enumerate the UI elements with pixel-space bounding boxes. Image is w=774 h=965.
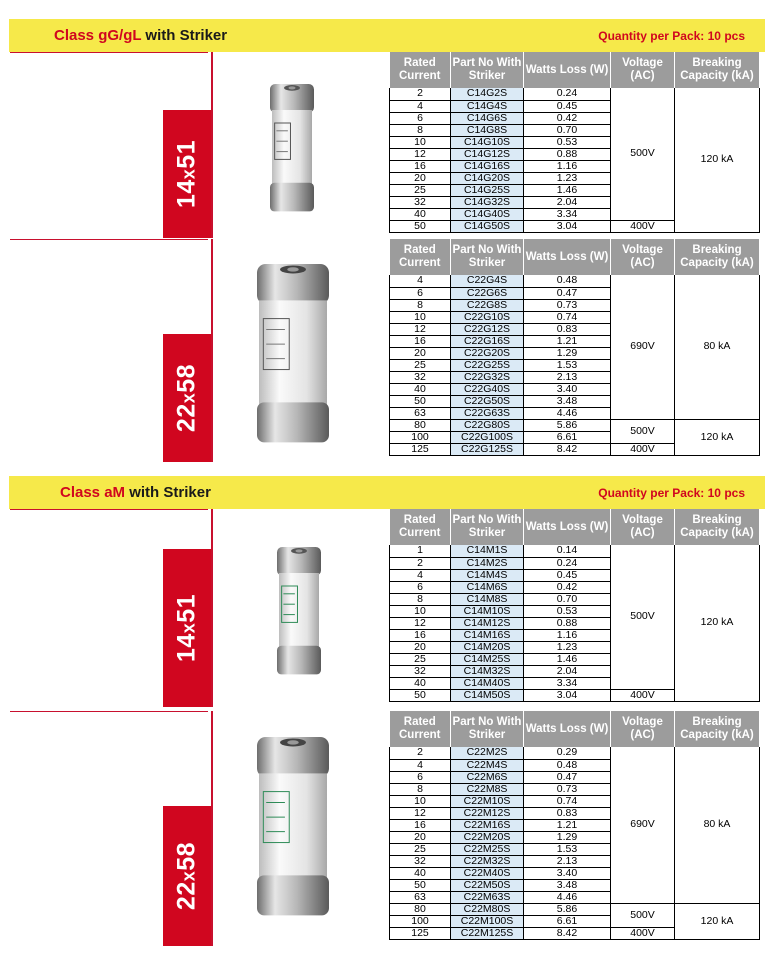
watts-loss-cell: 2.04 [524,665,611,677]
part-number-cell: C14M4S [451,569,524,581]
part-number-cell: C22M2S [451,747,524,759]
rated-current-cell: 32 [390,371,451,383]
part-number-cell: C22M40S [451,867,524,879]
class-title: Class gG/gL with Striker [54,27,228,44]
table-row [390,747,760,759]
part-number-cell: C22M25S [451,843,524,855]
watts-loss-cell: 8.42 [524,927,611,939]
rated-current-cell: 12 [390,807,451,819]
rated-current-cell: 16 [390,819,451,831]
voltage-cell: 500V [611,903,675,927]
part-number-cell: C22M6S [451,771,524,783]
part-number-cell: C22M20S [451,831,524,843]
fuse-spec-table [389,509,760,702]
part-number-cell: C22M100S [451,915,524,927]
watts-loss-cell: 3.40 [524,383,611,395]
header-voltage: Voltage (AC) [611,239,675,275]
part-number-cell: C14M2S [451,557,524,569]
watts-loss-cell: 0.83 [524,807,611,819]
watts-loss-cell: 4.46 [524,891,611,903]
watts-loss-cell: 1.29 [524,831,611,843]
table-header-row [390,509,760,545]
part-number-cell: C22G8S [451,299,524,311]
fuse-spec-table [389,52,760,233]
size-label: 14x51 [172,594,201,663]
part-number-cell: C22G25S [451,359,524,371]
rated-current-cell: 2 [390,88,451,100]
header-breaking-capacity: Breaking Capacity (kA) [675,509,760,545]
watts-loss-cell: 0.74 [524,795,611,807]
rated-current-cell: 50 [390,395,451,407]
breaking-capacity-cell: 80 kA [675,747,760,903]
header-watts-loss: Watts Loss (W) [524,509,611,545]
part-number-cell: C14M32S [451,665,524,677]
watts-loss-cell: 1.23 [524,172,611,184]
rated-current-cell: 10 [390,795,451,807]
rated-current-cell: 4 [390,759,451,771]
part-number-cell: C14M1S [451,545,524,557]
voltage-cell: 400V [611,220,675,232]
watts-loss-cell: 0.88 [524,148,611,160]
watts-loss-cell: 3.04 [524,220,611,232]
rated-current-cell: 10 [390,605,451,617]
rated-current-cell: 20 [390,172,451,184]
watts-loss-cell: 6.61 [524,431,611,443]
size-label: 14x51 [172,139,201,208]
watts-loss-cell: 0.83 [524,323,611,335]
part-number-cell: C14G16S [451,160,524,172]
fuse-22x58-icon [255,262,337,454]
header-part-no: Part No With Striker [451,239,524,275]
header-rated-current: Rated Current [390,509,451,545]
breaking-capacity-cell: 120 kA [675,419,760,455]
watts-loss-cell: 1.46 [524,184,611,196]
part-number-cell: C22G100S [451,431,524,443]
rated-current-cell: 32 [390,196,451,208]
part-number-cell: C22G63S [451,407,524,419]
part-number-cell: C14G6S [451,112,524,124]
part-number-cell: C22G125S [451,443,524,455]
rated-current-cell: 2 [390,557,451,569]
part-number-cell: C22M63S [451,891,524,903]
part-number-cell: C14G10S [451,136,524,148]
rated-current-cell: 8 [390,299,451,311]
watts-loss-cell: 1.16 [524,160,611,172]
watts-loss-cell: 0.88 [524,617,611,629]
voltage-cell: 500V [611,545,675,689]
rated-current-cell: 25 [390,653,451,665]
voltage-cell: 500V [611,419,675,443]
rated-current-cell: 6 [390,112,451,124]
header-breaking-capacity: Breaking Capacity (kA) [675,711,760,747]
voltage-cell: 400V [611,689,675,701]
part-number-cell: C14M40S [451,677,524,689]
part-number-cell: C22G32S [451,371,524,383]
part-number-cell: C22M80S [451,903,524,915]
rated-current-cell: 125 [390,443,451,455]
voltage-cell: 400V [611,443,675,455]
watts-loss-cell: 4.46 [524,407,611,419]
header-rated-current: Rated Current [390,52,451,88]
size-label: 22x58 [172,842,201,911]
rated-current-cell: 125 [390,927,451,939]
fuse-14x51-am-icon [275,545,329,685]
watts-loss-cell: 0.29 [524,747,611,759]
rated-current-cell: 20 [390,641,451,653]
rated-current-cell: 8 [390,593,451,605]
rated-current-cell: 6 [390,287,451,299]
watts-loss-cell: 0.70 [524,593,611,605]
rated-current-cell: 10 [390,311,451,323]
rated-current-cell: 16 [390,160,451,172]
watts-loss-cell: 0.45 [524,569,611,581]
voltage-cell: 690V [611,275,675,419]
watts-loss-cell: 0.53 [524,136,611,148]
rated-current-cell: 50 [390,220,451,232]
rated-current-cell: 80 [390,419,451,431]
rated-current-cell: 80 [390,903,451,915]
rated-current-cell: 50 [390,879,451,891]
part-number-cell: C14M6S [451,581,524,593]
rated-current-cell: 8 [390,124,451,136]
rated-current-cell: 20 [390,831,451,843]
header-watts-loss: Watts Loss (W) [524,711,611,747]
part-number-cell: C14G25S [451,184,524,196]
part-number-cell: C14G50S [451,220,524,232]
table-row [390,903,760,915]
part-number-cell: C22M32S [451,855,524,867]
header-part-no: Part No With Striker [451,52,524,88]
header-voltage: Voltage (AC) [611,509,675,545]
table-header-row [390,711,760,747]
size-label: 22x58 [172,363,201,433]
watts-loss-cell: 1.21 [524,819,611,831]
fuse-size-group [10,239,766,462]
watts-loss-cell: 0.70 [524,124,611,136]
fuse-size-group [10,52,766,238]
rated-current-cell: 1 [390,545,451,557]
header-part-no: Part No With Striker [451,509,524,545]
rated-current-cell: 12 [390,148,451,160]
part-number-cell: C22M8S [451,783,524,795]
watts-loss-cell: 5.86 [524,903,611,915]
rated-current-cell: 25 [390,359,451,371]
part-number-cell: C22M50S [451,879,524,891]
fuse-spec-table [389,711,760,940]
rated-current-cell: 40 [390,383,451,395]
rated-current-cell: 4 [390,275,451,287]
rated-current-cell: 4 [390,569,451,581]
part-number-cell: C22M125S [451,927,524,939]
table-row [390,545,760,557]
header-part-no: Part No With Striker [451,711,524,747]
watts-loss-cell: 1.21 [524,335,611,347]
rated-current-cell: 32 [390,665,451,677]
class-gg-banner [9,19,765,52]
rated-current-cell: 40 [390,867,451,879]
part-number-cell: C14G32S [451,196,524,208]
part-number-cell: C22G40S [451,383,524,395]
part-number-cell: C14M10S [451,605,524,617]
size-label-block [163,549,211,707]
watts-loss-cell: 0.73 [524,783,611,795]
part-number-cell: C14G8S [451,124,524,136]
part-number-cell: C22G6S [451,287,524,299]
section-rule [211,509,213,707]
header-rated-current: Rated Current [390,711,451,747]
watts-loss-cell: 0.14 [524,545,611,557]
part-number-cell: C14M12S [451,617,524,629]
watts-loss-cell: 0.42 [524,581,611,593]
watts-loss-cell: 0.74 [524,311,611,323]
watts-loss-cell: 2.04 [524,196,611,208]
part-number-cell: C14G40S [451,208,524,220]
rated-current-cell: 25 [390,843,451,855]
fuse-22x58-am-icon [255,735,337,927]
rated-current-cell: 63 [390,891,451,903]
rated-current-cell: 32 [390,855,451,867]
size-label-block [163,806,211,946]
part-number-cell: C14M8S [451,593,524,605]
fuse-14x51-icon [268,82,322,222]
rated-current-cell: 20 [390,347,451,359]
header-breaking-capacity: Breaking Capacity (kA) [675,239,760,275]
part-number-cell: C14M25S [451,653,524,665]
size-label-block [163,334,211,462]
rated-current-cell: 25 [390,184,451,196]
part-number-cell: C22G80S [451,419,524,431]
watts-loss-cell: 3.34 [524,677,611,689]
watts-loss-cell: 1.53 [524,359,611,371]
table-row [390,88,760,100]
watts-loss-cell: 3.04 [524,689,611,701]
watts-loss-cell: 1.16 [524,629,611,641]
table-row [390,419,760,431]
quantity-per-pack: Quantity per Pack: 10 pcs [598,486,745,500]
watts-loss-cell: 0.24 [524,88,611,100]
part-number-cell: C22G12S [451,323,524,335]
watts-loss-cell: 3.34 [524,208,611,220]
table-header-row [390,239,760,275]
fuse-spec-table [389,239,760,456]
header-voltage: Voltage (AC) [611,52,675,88]
watts-loss-cell: 1.46 [524,653,611,665]
watts-loss-cell: 1.53 [524,843,611,855]
rated-current-cell: 10 [390,136,451,148]
watts-loss-cell: 2.13 [524,855,611,867]
watts-loss-cell: 2.13 [524,371,611,383]
rated-current-cell: 12 [390,323,451,335]
watts-loss-cell: 3.48 [524,879,611,891]
rated-current-cell: 16 [390,629,451,641]
part-number-cell: C22G16S [451,335,524,347]
size-label-block [163,110,211,238]
watts-loss-cell: 3.40 [524,867,611,879]
rated-current-cell: 12 [390,617,451,629]
watts-loss-cell: 1.23 [524,641,611,653]
fuse-size-group [10,711,766,946]
breaking-capacity-cell: 80 kA [675,275,760,419]
part-number-cell: C22G4S [451,275,524,287]
part-number-cell: C14G20S [451,172,524,184]
breaking-capacity-cell: 120 kA [675,88,760,232]
watts-loss-cell: 0.48 [524,759,611,771]
rated-current-cell: 6 [390,581,451,593]
voltage-cell: 500V [611,88,675,220]
rated-current-cell: 4 [390,100,451,112]
part-number-cell: C22M12S [451,807,524,819]
watts-loss-cell: 0.73 [524,299,611,311]
watts-loss-cell: 5.86 [524,419,611,431]
part-number-cell: C14G12S [451,148,524,160]
watts-loss-cell: 0.42 [524,112,611,124]
rated-current-cell: 50 [390,689,451,701]
voltage-cell: 690V [611,747,675,903]
watts-loss-cell: 0.53 [524,605,611,617]
section-rule [211,711,213,946]
part-number-cell: C22G50S [451,395,524,407]
watts-loss-cell: 3.48 [524,395,611,407]
part-number-cell: C14G2S [451,88,524,100]
watts-loss-cell: 0.48 [524,275,611,287]
section-rule [211,239,213,462]
table-header-row [390,52,760,88]
class-title: Class aM with Striker [60,484,211,501]
rated-current-cell: 6 [390,771,451,783]
part-number-cell: C22M16S [451,819,524,831]
rated-current-cell: 100 [390,431,451,443]
header-watts-loss: Watts Loss (W) [524,52,611,88]
header-watts-loss: Watts Loss (W) [524,239,611,275]
part-number-cell: C22M10S [451,795,524,807]
part-number-cell: C22G20S [451,347,524,359]
breaking-capacity-cell: 120 kA [675,545,760,701]
rated-current-cell: 8 [390,783,451,795]
part-number-cell: C14G4S [451,100,524,112]
quantity-per-pack: Quantity per Pack: 10 pcs [598,29,745,43]
watts-loss-cell: 0.47 [524,771,611,783]
section-rule [211,52,213,238]
voltage-cell: 400V [611,927,675,939]
class-am-banner [9,476,765,509]
watts-loss-cell: 6.61 [524,915,611,927]
header-breaking-capacity: Breaking Capacity (kA) [675,52,760,88]
rated-current-cell: 40 [390,208,451,220]
watts-loss-cell: 1.29 [524,347,611,359]
header-voltage: Voltage (AC) [611,711,675,747]
part-number-cell: C14M20S [451,641,524,653]
part-number-cell: C22M4S [451,759,524,771]
rated-current-cell: 63 [390,407,451,419]
watts-loss-cell: 8.42 [524,443,611,455]
watts-loss-cell: 0.47 [524,287,611,299]
rated-current-cell: 100 [390,915,451,927]
rated-current-cell: 2 [390,747,451,759]
table-row [390,275,760,287]
rated-current-cell: 40 [390,677,451,689]
fuse-size-group [10,509,766,707]
header-rated-current: Rated Current [390,239,451,275]
breaking-capacity-cell: 120 kA [675,903,760,939]
watts-loss-cell: 0.24 [524,557,611,569]
rated-current-cell: 16 [390,335,451,347]
part-number-cell: C22G10S [451,311,524,323]
part-number-cell: C14M50S [451,689,524,701]
watts-loss-cell: 0.45 [524,100,611,112]
part-number-cell: C14M16S [451,629,524,641]
